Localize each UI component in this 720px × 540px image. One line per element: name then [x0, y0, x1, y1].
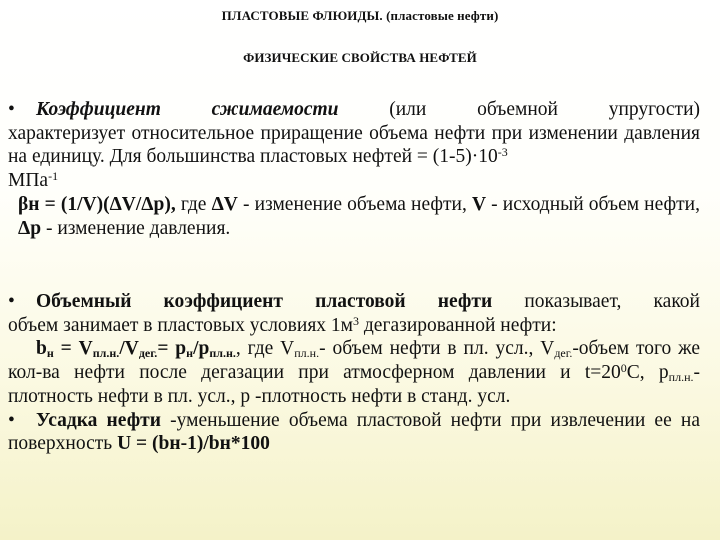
superscript: 0: [620, 361, 627, 376]
formula-text: - исходный объем нефти,: [486, 193, 700, 215]
formula-symbol: /р: [193, 338, 210, 360]
compressibility-paragraph: [8, 98, 700, 240]
formula-text: - объем нефти в пл. усл., V: [319, 338, 555, 360]
formula-symbol: = V: [53, 338, 93, 360]
compressibility-first-line: [8, 98, 700, 122]
compressibility-first-line-rest: (или объемной упругости): [338, 99, 700, 120]
formula-text: -объем того же кол-ва нефти после дегазации при атмосферном давлении и t=20: [8, 338, 700, 384]
subscript: дег.: [138, 346, 158, 361]
subscript: дег.: [554, 346, 573, 361]
volume-factor-first-line-rest: показывает, какой: [492, 291, 700, 312]
subscript: н: [186, 346, 194, 361]
formula-symbol: V: [471, 193, 487, 215]
exponent: -1: [48, 169, 59, 184]
formula-symbol: = р: [157, 338, 187, 360]
compressibility-text: характеризует относительное приращение объема нефти при изменении давления на единицу. Для большинства пластовых нефтей = (1-5)·10: [8, 122, 700, 168]
volume-factor-paragraph: [8, 290, 700, 456]
formula-text: С, р: [626, 362, 669, 384]
formula-text: , где V: [235, 338, 295, 360]
shrinkage-formula: U = (bн-1)/bн*100: [117, 433, 270, 455]
formula-text: где: [175, 193, 212, 215]
subscript: пл.н.: [209, 346, 236, 361]
formula-text: - изменение объема нефти,: [237, 193, 472, 215]
bullet: •: [8, 409, 15, 431]
volume-factor-first-line: [8, 290, 700, 314]
subscript: пл.н.: [294, 346, 320, 361]
volume-factor-text: объем занимает в пластовых условиях 1м: [8, 314, 354, 336]
page-title: ПЛАСТОВЫЕ ФЛЮИДЫ. (пластовые нефти): [221, 8, 499, 23]
subscript: н: [46, 346, 54, 361]
compressibility-term: Коэффициент сжимаемости: [36, 99, 339, 120]
unit: МПа: [8, 170, 49, 192]
shrinkage-paragraph: [8, 409, 700, 456]
subscript: пл.н.: [668, 370, 694, 385]
volume-factor-term: Объемный коэффициент пластовой нефти: [36, 291, 493, 312]
volume-factor-text: дегазированной нефти:: [359, 314, 557, 336]
bullet: •: [8, 99, 15, 120]
formula-symbol: Δp: [18, 217, 42, 239]
formula-text: -плотность нефти в пл. усл., р -плотность нефти в станд. усл.: [8, 362, 700, 407]
exponent: 3: [353, 313, 360, 328]
exponent: -3: [497, 145, 508, 160]
volume-factor-formula-block: [8, 337, 700, 408]
shrinkage-term: Усадка нефти: [36, 409, 161, 431]
formula-text: - изменение давления.: [41, 217, 231, 239]
formula-symbol: b: [36, 338, 47, 360]
compressibility-formula-block: [8, 193, 700, 240]
formula-symbol: /V: [119, 338, 139, 360]
subscript: пл.н.: [92, 346, 120, 361]
compressibility-formula: βн = (1/V)(ΔV/Δp),: [18, 193, 176, 215]
formula-symbol: ΔV: [211, 193, 238, 215]
shrinkage-text: -уменьшение объема пластовой нефти при извлечении ее на поверхность: [8, 409, 700, 455]
bullet: •: [8, 291, 15, 312]
section-title: ФИЗИЧЕСКИЕ СВОЙСТВА НЕФТЕЙ: [243, 50, 477, 65]
